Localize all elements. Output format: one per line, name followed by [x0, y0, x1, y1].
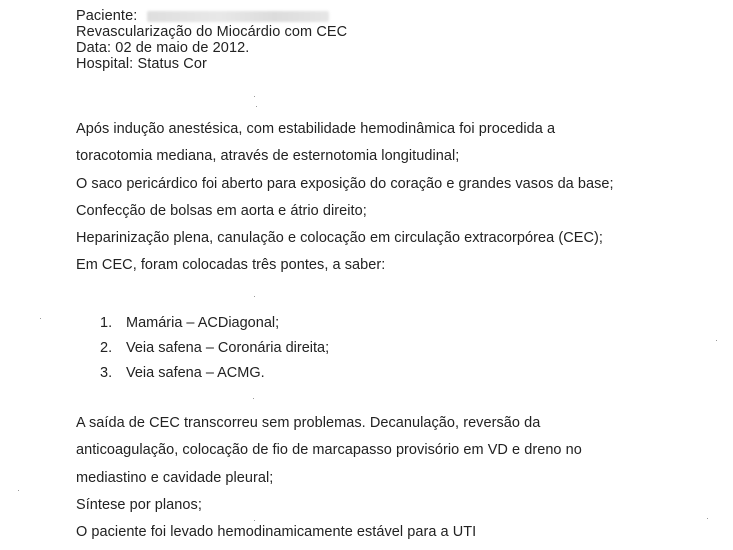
text-line: mediastino e cavidade pleural;: [76, 469, 274, 486]
procedure-title: Revascularização do Miocárdio com CEC: [76, 24, 348, 40]
list-item: [100, 361, 329, 386]
scan-speck: [253, 398, 254, 399]
text-line: A saída de CEC transcorreu sem problemas. Decanulação, reversão da: [76, 415, 541, 431]
text-line: Confecção de bolsas em aorta e átrio direito;: [76, 202, 367, 219]
list-text: Veia safena – Coronária direita;: [126, 340, 330, 356]
text-line: toracotomia mediana, através de esternotomia longitudinal;: [76, 148, 460, 165]
text-line: O paciente foi levado hemodinamicamente estável para a UTI: [76, 524, 477, 541]
hospital-line: Hospital: Status Cor: [76, 56, 207, 72]
list-item: [100, 311, 329, 336]
scan-speck: [254, 520, 255, 521]
closing-description: [76, 410, 582, 546]
scan-speck: [254, 96, 255, 97]
scan-speck: [40, 318, 41, 319]
scan-speck: [18, 490, 19, 491]
document-header: [76, 8, 347, 72]
text-line: Em CEC, foram colocadas três pontes, a saber:: [76, 257, 386, 274]
text-line: Síntese por planos;: [76, 496, 202, 513]
procedure-description: [76, 116, 614, 280]
list-number: 2.: [100, 340, 113, 356]
text-line: Após indução anestésica, com estabilidade hemodinâmica foi procedida a: [76, 121, 556, 137]
scan-speck: [707, 518, 708, 519]
scan-speck: [716, 340, 717, 341]
text-line: Heparinização plena, canulação e colocação em circulação extracorpórea (CEC);: [76, 230, 603, 247]
list-text: Mamária – ACDiagonal;: [126, 315, 280, 331]
bridges-list: [100, 311, 329, 386]
text-line: anticoagulação, colocação de fio de marcapasso provisório em VD e dreno no: [76, 442, 582, 459]
patient-label: Paciente:: [76, 8, 138, 24]
date-line: Data: 02 de maio de 2012.: [76, 40, 250, 56]
scan-speck: [256, 106, 257, 107]
list-text: Veia safena – ACMG.: [126, 365, 265, 381]
scan-speck: [254, 296, 255, 297]
list-number: 3.: [100, 365, 113, 381]
patient-line: [76, 8, 347, 24]
redacted-patient-name: [147, 11, 329, 22]
text-line: O saco pericárdico foi aberto para exposição do coração e grandes vasos da base;: [76, 175, 614, 192]
list-number: 1.: [100, 315, 113, 331]
list-item: [100, 336, 329, 361]
